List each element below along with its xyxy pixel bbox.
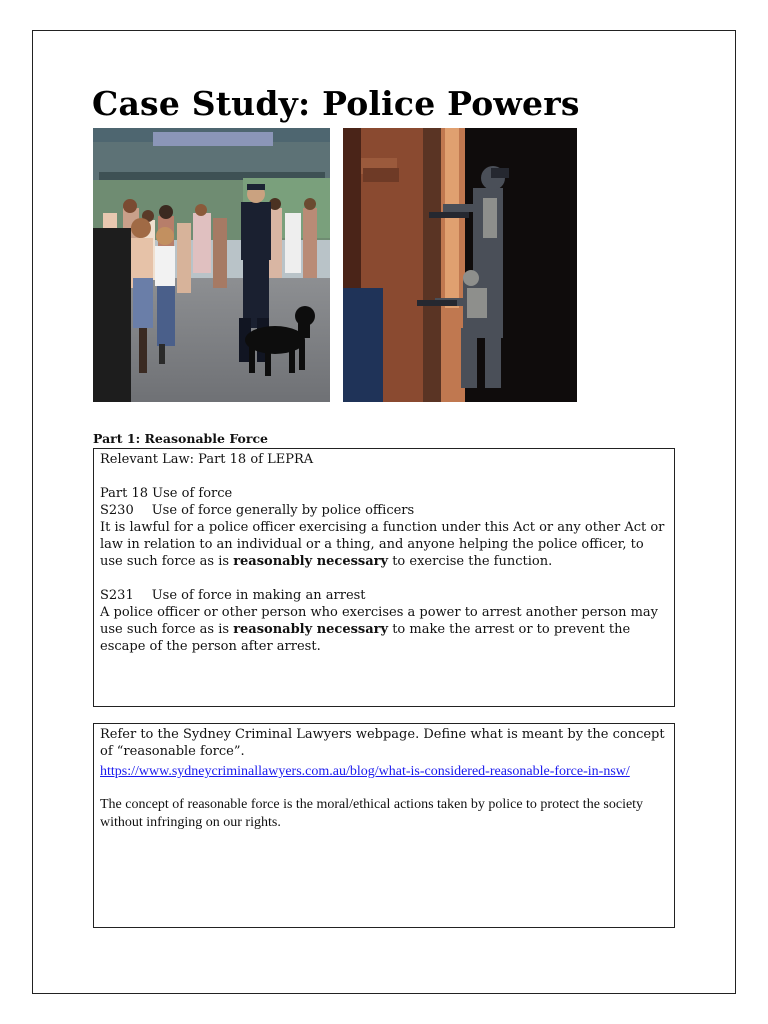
s231-title: Use of force in making an arrest xyxy=(151,588,366,603)
s230-number: S230 xyxy=(100,503,134,518)
task-answer: The concept of reasonable force is the moral/ethical actions taken by police to protect the society without infringing on our rights. xyxy=(100,797,644,830)
task-question: Refer to the Sydney Criminal Lawyers webpage. Define what is meant by the concept of “reasonable force”. xyxy=(100,727,665,759)
s231-heading xyxy=(100,587,668,604)
s231-emphasis: reasonably necessary xyxy=(233,622,389,637)
sydney-criminal-lawyers-link[interactable]: https://www.sydneycriminallawyers.com.au/blog/what-is-considered-reasonable-force-in-nsw/ xyxy=(100,764,630,779)
relevant-law-box xyxy=(93,448,675,707)
s231-text-after: to make the arrest or to prevent the escape of the person after arrest. xyxy=(100,622,631,654)
s231-number: S231 xyxy=(100,588,134,603)
s230-emphasis: reasonably necessary xyxy=(233,554,389,569)
s231-text xyxy=(100,604,668,655)
page-title: Case Study: Police Powers xyxy=(92,84,580,123)
s230-title: Use of force generally by police officers xyxy=(151,503,415,518)
armed-tactical-police-photo xyxy=(343,128,577,402)
s231-text-before: A police officer or other person who exercises a power to arrest another person may use such force as is xyxy=(100,605,659,637)
relevant-law-line: Relevant Law: Part 18 of LEPRA xyxy=(100,452,314,467)
part1-heading: Part 1: Reasonable Force xyxy=(93,431,269,446)
part18-heading: Part 18 Use of force xyxy=(100,486,233,501)
police-dog-crowd-photo xyxy=(93,128,330,402)
s230-heading xyxy=(100,502,668,519)
s230-text-after: to exercise the function. xyxy=(388,554,553,569)
reasonable-force-task-box xyxy=(93,723,675,928)
s230-text-before: It is lawful for a police officer exercising a function under this Act or any other Act or law in relation to an individual or a thing, and anyone helping the police officer, to use such force as is xyxy=(100,520,665,569)
s230-text xyxy=(100,519,668,570)
